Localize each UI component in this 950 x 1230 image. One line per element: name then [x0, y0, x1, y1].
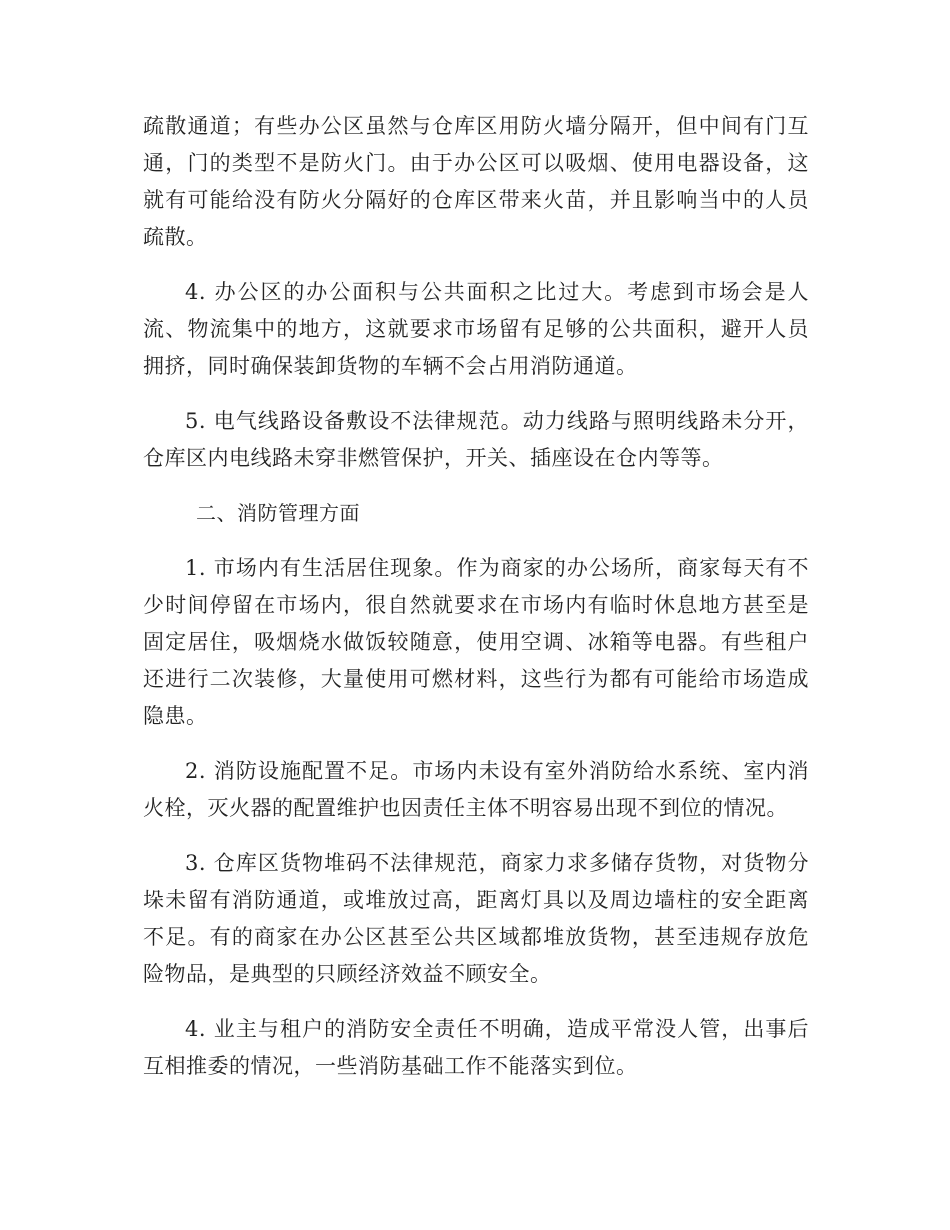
section-heading: 二、消防管理方面 [196, 501, 360, 525]
paragraph-mgmt-2: 2. 消防设施配置不足。市场内未设有室外消防给水系统、室内消火栓，灭火器的配置维护也因责任主体不明容易出现不到位的情况。 [143, 759, 809, 820]
paragraph-mgmt-3: 3. 仓库区货物堆码不法律规范，商家力求多储存货物，对货物分垛未留有消防通道，或堆放过高，距离灯具以及周边墙柱的安全距离不足。有的商家在办公区甚至公共区域都堆放货物，甚至违规存放危险物品，是典型的只顾经济效益不顾安全。 [143, 851, 809, 986]
document-body [143, 108, 809, 1103]
paragraph-mgmt-4: 4. 业主与租户的消防安全责任不明确，造成平常没人管，出事后互相推委的情况，一些消防基础工作不能落实到位。 [143, 1017, 809, 1078]
paragraph-item-4: 4. 办公区的办公面积与公共面积之比过大。考虑到市场会是人流、物流集中的地方，这就要求市场留有足够的公共面积，避开人员拥挤，同时确保装卸货物的车辆不会占用消防通道。 [143, 280, 809, 378]
paragraph-item-5: 5. 电气线路设备敷设不法律规范。动力线路与照明线路未分开，仓库区内电线路未穿非燃管保护，开关、插座设在仓内等等。 [143, 409, 809, 470]
paragraph-mgmt-1: 1. 市场内有生活居住现象。作为商家的办公场所，商家每天有不少时间停留在市场内，很自然就要求在市场内有临时休息地方甚至是固定居住，吸烟烧水做饭较随意，使用空调、冰箱等电器。有些租户还进行二次装修，大量使用可燃材料，这些行为都有可能给市场造成隐患。 [143, 556, 809, 728]
paragraph-continued: 疏散通道；有些办公区虽然与仓库区用防火墙分隔开，但中间有门互通，门的类型不是防火门。由于办公区可以吸烟、使用电器设备，这就有可能给没有防火分隔好的仓库区带来火苗，并且影响当中的人员疏散。 [143, 114, 809, 249]
